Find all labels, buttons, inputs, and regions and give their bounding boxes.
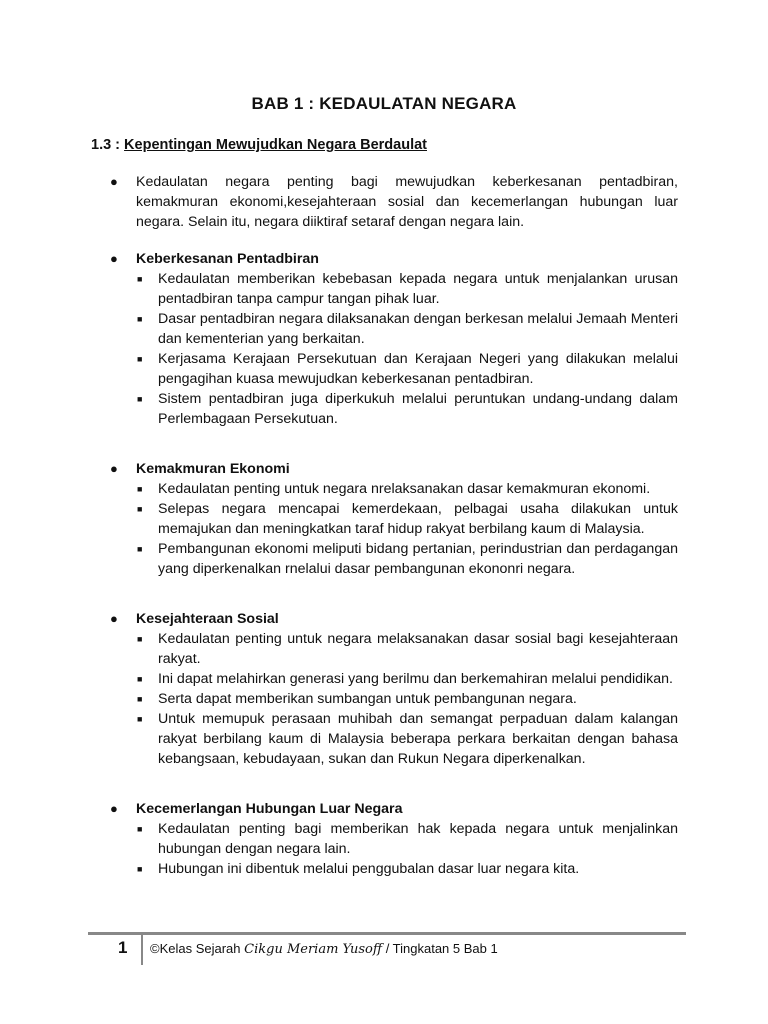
section-heading: Kecemerlangan Hubungan Luar Negara <box>136 801 403 817</box>
list-item: ■ Kedaulatan penting untuk negara nrelaksanakan dasar kemakmuran ekonomi. <box>137 481 651 497</box>
footer-text <box>150 941 498 957</box>
section-heading: Kesejahteraan Sosial <box>136 611 279 627</box>
page-number: 1 <box>118 938 128 957</box>
section-points <box>106 819 678 879</box>
page-footer <box>88 932 686 967</box>
footer-prefix: ©Kelas Sejarah <box>150 941 245 956</box>
bullet-dot: ● <box>110 251 118 266</box>
list-item: ■ Kedaulatan penting untuk negara melaksanakan dasar sosial bagi kesejahteraan rakyat. <box>137 631 678 667</box>
bullet-dot: ● <box>110 174 118 189</box>
list-item: ■ Dasar pentadbiran negara dilaksanakan dengan berkesan melalui Jemaah Menteri dan kementerian yang berkaitan. <box>137 311 678 347</box>
footer-divider <box>141 935 143 965</box>
intro-bullet <box>106 172 678 232</box>
bullet-dot: ● <box>110 461 118 476</box>
section-points <box>106 269 678 429</box>
subtitle-text: Kepentingan Mewujudkan Negara Berdaulat <box>124 137 427 153</box>
list-item: ■ Kerjasama Kerajaan Persekutuan dan Kerajaan Negeri yang dilakukan melalui pengagihan kuasa mewujudkan keberkesanan pentadbiran. <box>137 351 678 387</box>
footer-author: Cikgu Meriam Yusoff <box>244 942 383 957</box>
section-heading-bullet <box>106 609 678 629</box>
subtitle-number: 1.3 : <box>91 137 121 153</box>
intro-text: Kedaulatan negara penting bagi mewujudkan keberkesanan pentadbiran, kemakmuran ekonomi,kesejahteraan sosial dan kecemerlangan hubungan luar negara. Selain itu, negara diiktiraf setaraf dengan negara lain. <box>136 174 678 230</box>
list-item: ■ Kedaulatan penting bagi memberikan hak kepada negara untuk menjalinkan hubungan dengan negara lain. <box>137 821 678 857</box>
list-item: ■ Selepas negara mencapai kemerdekaan, pelbagai usaha dilakukan untuk memajukan dan meningkatkan taraf hidup rakyat berbilang kaum di Malaysia. <box>137 501 678 537</box>
section-points <box>106 629 678 769</box>
section-points <box>106 479 678 579</box>
section-heading-bullet <box>106 459 678 479</box>
section-subtitle <box>91 137 427 153</box>
list-item: ■ Hubungan ini dibentuk melalui penggubalan dasar luar negara kita. <box>137 861 580 877</box>
section-heading-bullet <box>106 249 678 269</box>
list-item: ■ Serta dapat memberikan sumbangan untuk pembangunan negara. <box>137 691 577 707</box>
list-item: ■ Kedaulatan memberikan kebebasan kepada negara untuk menjalankan urusan pentadbiran tanpa campur tangan pihak luar. <box>137 271 678 307</box>
document-body <box>106 172 678 879</box>
list-item: ■ Sistem pentadbiran juga diperkukuh melalui peruntukan undang-undang dalam Perlembagaan Persekutuan. <box>137 391 678 427</box>
section-heading: Kemakmuran Ekonomi <box>136 461 290 477</box>
section-heading: Keberkesanan Pentadbiran <box>136 251 319 267</box>
bullet-dot: ● <box>110 611 118 626</box>
section-heading-bullet <box>106 799 678 819</box>
list-item: ■ Untuk memupuk perasaan muhibah dan semangat perpaduan dalam kalangan rakyat berbilang kaum di Malaysia beberapa perkara berkaitan dengan bahasa kebangsaan, kebudayaan, sukan dan Rukun Negara diperkenalkan. <box>137 711 678 767</box>
list-item: ■ Ini dapat melahirkan generasi yang berilmu dan berkemahiran melalui pendidikan. <box>137 671 673 687</box>
list-item: ■ Pembangunan ekonomi meliputi bidang pertanian, perindustrian dan perdagangan yang diperkenalkan rnelalui dasar pembangunan ekononri negara. <box>137 541 678 577</box>
bullet-dot: ● <box>110 801 118 816</box>
footer-suffix: / Tingkatan 5 Bab 1 <box>382 941 498 956</box>
document-title: BAB 1 : KEDAULATAN NEGARA <box>251 94 517 113</box>
